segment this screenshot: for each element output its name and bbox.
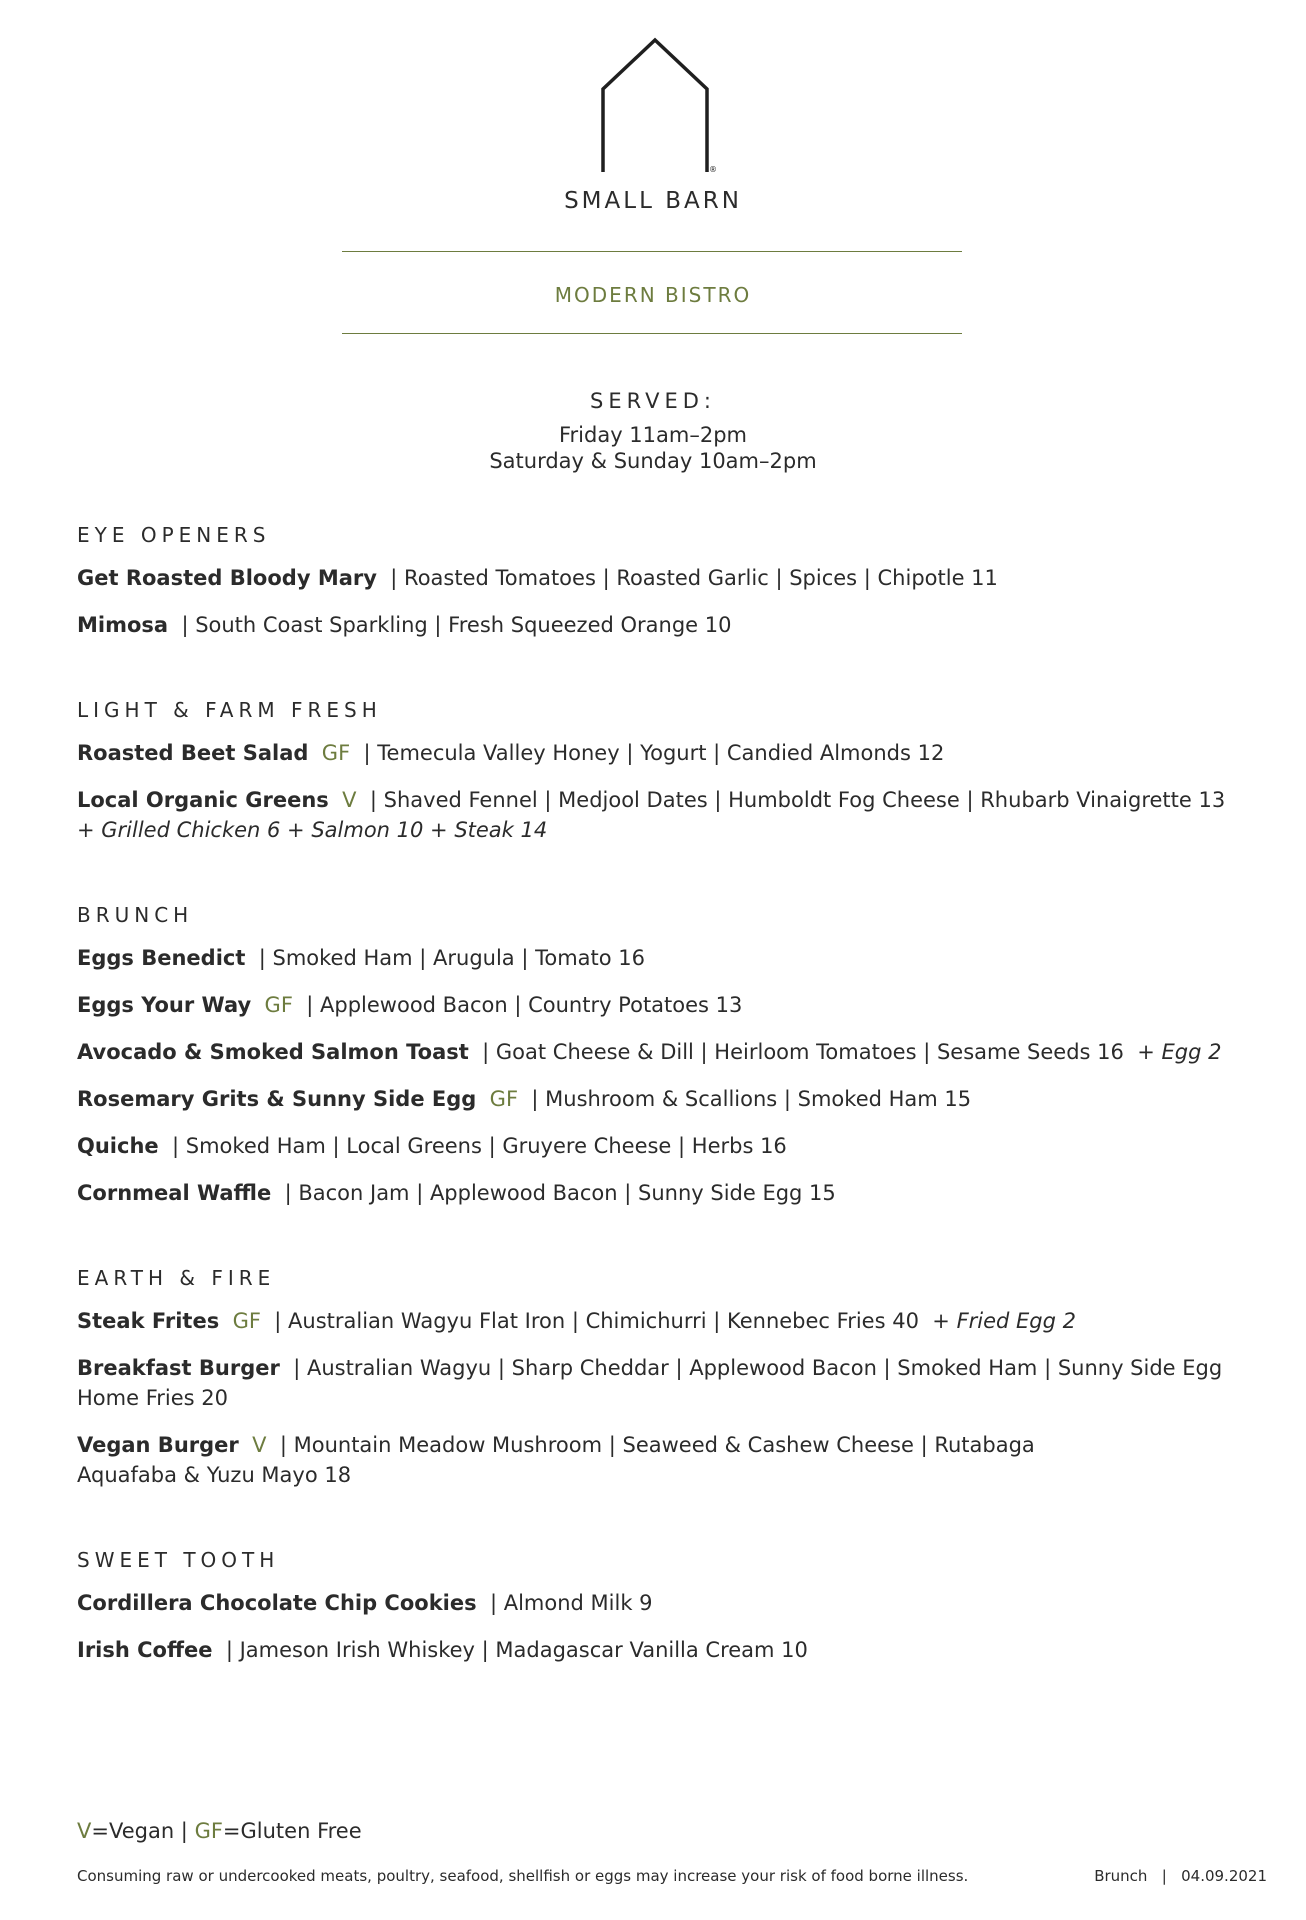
menu-item [77, 1306, 1257, 1336]
item-description: | Mountain Meadow Mushroom | Seaweed & Cashew Cheese | Rutabaga [279, 1433, 1035, 1457]
item-addon: + Fried Egg 2 [932, 1309, 1077, 1333]
served-label: SERVED: [590, 389, 716, 413]
item-description: | Applewood Bacon | Country Potatoes 13 [306, 993, 743, 1017]
dietary-tag: GF [321, 741, 351, 765]
served-line: Friday 11am–2pm [558, 423, 747, 447]
item-name: Breakfast Burger [77, 1356, 280, 1380]
menu-body [77, 523, 1257, 1723]
item-name: Cordillera Chocolate Chip Cookies [77, 1591, 477, 1615]
item-description: | Bacon Jam | Applewood Bacon | Sunny Side Egg 15 [284, 1181, 836, 1205]
item-name: Steak Frites [77, 1309, 220, 1333]
dietary-tag: GF [489, 1087, 519, 1111]
menu-item [77, 1178, 1257, 1208]
section-title: EYE OPENERS [77, 523, 271, 547]
section-title: SWEET TOOTH [77, 1548, 280, 1572]
item-description: | Roasted Tomatoes | Roasted Garlic | Spices | Chipotle 11 [390, 566, 998, 590]
item-continuation: Aquafaba & Yuzu Mayo 18 [77, 1463, 352, 1487]
menu-item [77, 785, 1257, 845]
item-description: | Shaved Fennel | Medjool Dates | Humboldt Fog Cheese | Rhubarb Vinaigrette 13 [369, 788, 1226, 812]
item-description: | Smoked Ham | Arugula | Tomato 16 [258, 946, 646, 970]
dietary-legend [77, 1819, 1267, 1843]
item-continuation: + Grilled Chicken 6 + Salmon 10 + Steak 14 [77, 818, 548, 842]
menu-item [77, 1131, 1257, 1161]
menu-item [77, 1430, 1257, 1490]
dietary-tag: GF [232, 1309, 261, 1333]
menu-item [77, 943, 1257, 973]
divider-top [342, 251, 962, 252]
item-description: | Temecula Valley Honey | Yogurt | Candied Almonds 12 [363, 741, 945, 765]
item-description: | Australian Wagyu | Sharp Cheddar | Applewood Bacon | Smoked Ham | Sunny Side Egg [293, 1356, 1223, 1380]
item-name: Irish Coffee [77, 1638, 213, 1662]
menu-section [77, 698, 1257, 845]
legend-gf-tag: GF [194, 1819, 223, 1843]
menu-item [77, 1588, 1257, 1618]
item-description: | Mushroom & Scallions | Smoked Ham 15 [531, 1087, 972, 1111]
menu-date-stamp [1094, 1867, 1267, 1885]
dietary-tag: GF [264, 993, 293, 1017]
item-continuation: Home Fries 20 [77, 1386, 228, 1410]
dietary-tag: V [252, 1433, 267, 1457]
menu-date: 04.09.2021 [1181, 1867, 1267, 1885]
menu-section [77, 1548, 1257, 1665]
item-name: Vegan Burger [77, 1433, 239, 1457]
item-name: Mimosa [77, 613, 169, 637]
item-name: Eggs Benedict [77, 946, 246, 970]
menu-item [77, 1635, 1257, 1665]
stamp-separator: | [1161, 1867, 1167, 1885]
menu-item [77, 1353, 1257, 1413]
item-description: | Smoked Ham | Local Greens | Gruyere Cheese | Herbs 16 [172, 1134, 787, 1158]
item-name: Avocado & Smoked Salmon Toast [77, 1040, 469, 1064]
item-description: | Goat Cheese & Dill | Heirloom Tomatoes | Sesame Seeds 16 [482, 1040, 1124, 1064]
item-name: Get Roasted Bloody Mary [77, 566, 377, 590]
menu-section [77, 903, 1257, 1208]
food-safety-disclaimer: Consuming raw or undercooked meats, poultry, seafood, shellfish or eggs may increase your risk of food borne illness. [77, 1867, 969, 1885]
served-hours [0, 389, 1306, 474]
brand-name: SMALL BARN [564, 188, 742, 214]
item-name: Rosemary Grits & Sunny Side Egg [77, 1087, 477, 1111]
menu-footer [77, 1819, 1267, 1885]
legend-vegan-tag: V [77, 1819, 92, 1843]
menu-name: Brunch [1094, 1867, 1148, 1885]
legend-vegan-text: =Vegan | [91, 1819, 195, 1843]
menu-section [77, 1266, 1257, 1490]
menu-item [77, 990, 1257, 1020]
section-title: EARTH & FIRE [77, 1266, 276, 1290]
barn-logo-icon [595, 36, 715, 176]
item-description: | Australian Wagyu Flat Iron | Chimichurri | Kennebec Fries 40 [274, 1309, 919, 1333]
item-name: Roasted Beet Salad [77, 741, 309, 765]
menu-item [77, 563, 1257, 593]
item-name: Cornmeal Waffle [77, 1181, 272, 1205]
menu-item [77, 1037, 1257, 1067]
brand-subtitle: MODERN BISTRO [554, 283, 752, 307]
section-title: BRUNCH [77, 903, 194, 927]
menu-item [77, 738, 1257, 768]
section-title: LIGHT & FARM FRESH [77, 698, 382, 722]
legend-gf-text: =Gluten Free [222, 1819, 362, 1843]
menu-section [77, 523, 1257, 640]
menu-item [77, 610, 1257, 640]
menu-item [77, 1084, 1257, 1114]
divider-bottom [342, 333, 962, 334]
item-description: | Jameson Irish Whiskey | Madagascar Vanilla Cream 10 [225, 1638, 808, 1662]
registered-mark: ® [709, 165, 717, 174]
served-line: Saturday & Sunday 10am–2pm [489, 449, 817, 473]
item-description: | South Coast Sparkling | Fresh Squeezed Orange 10 [181, 613, 732, 637]
item-name: Quiche [77, 1134, 159, 1158]
item-description: | Almond Milk 9 [489, 1591, 653, 1615]
item-name: Eggs Your Way [77, 993, 252, 1017]
item-name: Local Organic Greens [77, 788, 329, 812]
item-addon: + Egg 2 [1137, 1040, 1222, 1064]
dietary-tag: V [342, 788, 357, 812]
